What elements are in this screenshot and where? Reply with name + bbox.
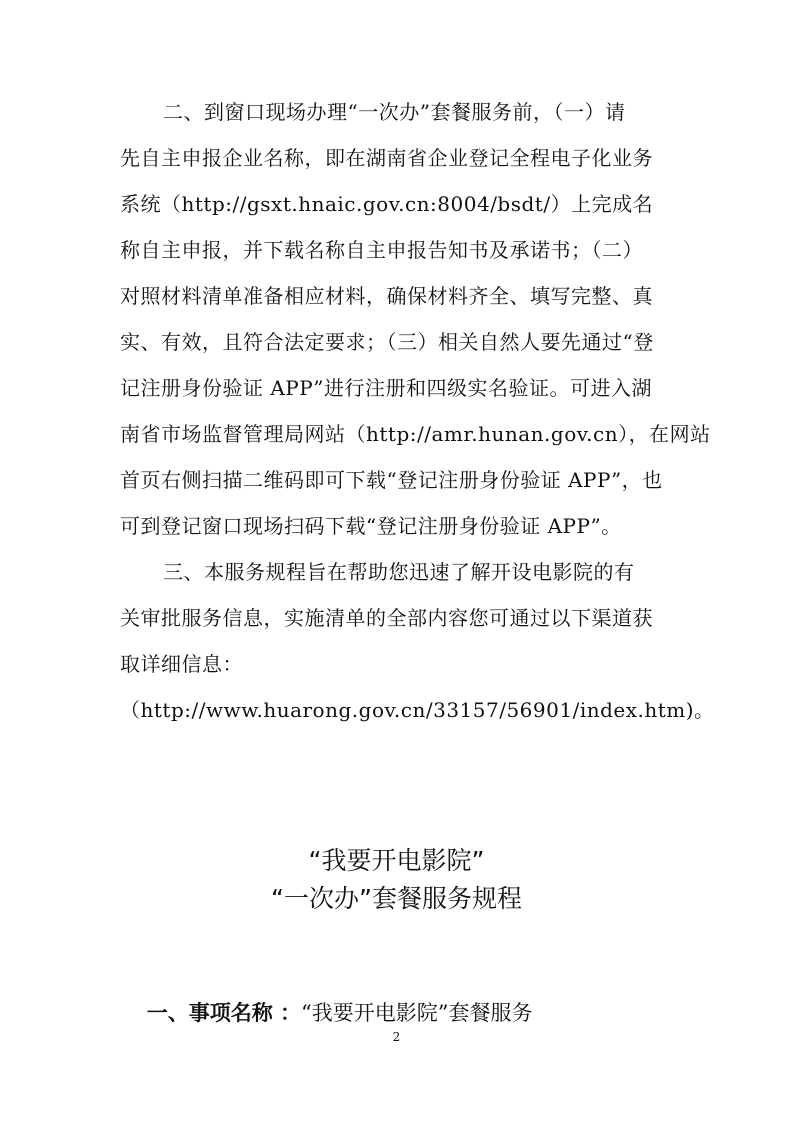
para2-line-1: 二、到窗口现场办理“一次办”套餐服务前，（一）请 (163, 100, 626, 124)
para2-line-4: 称自主申报，并下载名称自主申报告知书及承诺书；（二） (120, 238, 643, 262)
para3-line-4: （http://www.huarong.gov.cn/33157/56901/index.htm)。 (120, 698, 715, 722)
section-heading-value: “我要开电影院”套餐服务 (301, 1001, 533, 1025)
page-number: 2 (392, 1030, 401, 1044)
para2-line-5: 对照材料清单准备相应材料，确保材料齐全、填写完整、真 (120, 284, 653, 308)
para3-line-1: 三、本服务规程旨在帮助您迅速了解开设电影院的有 (163, 560, 635, 584)
para2-line-8: 南省市场监督管理局网站（http://amr.hunan.gov.cn），在网站 (120, 422, 711, 446)
document-title-line-1: “我要开电影院” (308, 846, 485, 875)
section-heading (120, 968, 720, 1058)
para2-line-3: 系统（http://gsxt.hnaic.gov.cn:8004/bsdt/）上完成名 (120, 192, 654, 216)
para2-line-6: 实、有效，且符合法定要求；（三）相关自然人要先通过“登 (120, 330, 654, 354)
section-heading-label: 一、事项名称 ： (146, 1001, 302, 1025)
para2-line-9: 首页右侧扫描二维码即可下载“登记注册身份验证 APP”，也 (120, 468, 663, 492)
para2-line-7: 记注册身份验证 APP”进行注册和四级实名验证。可进入湖 (120, 376, 652, 400)
para2-line-2: 先自主申报企业名称，即在湖南省企业登记全程电子化业务 (120, 146, 653, 170)
para2-line-10: 可到登记窗口现场扫码下载“登记注册身份验证 APP”。 (120, 514, 622, 538)
para3-line-2: 关审批服务信息，实施清单的全部内容您可通过以下渠道获 (120, 606, 653, 630)
document-title-line-2: “一次办”套餐服务规程 (271, 884, 522, 913)
para3-line-3: 取详细信息： (120, 652, 243, 676)
